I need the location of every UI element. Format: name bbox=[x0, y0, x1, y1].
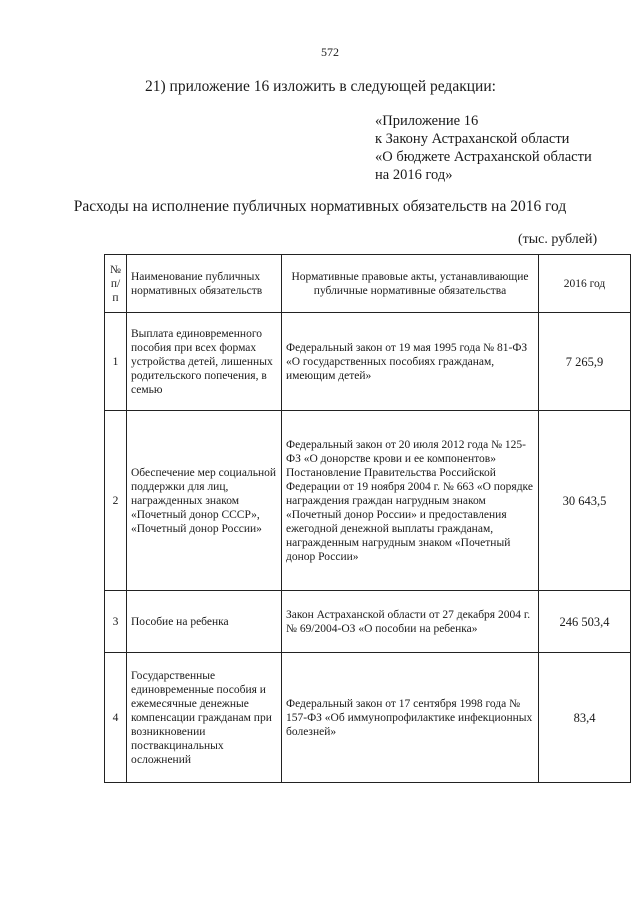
row-acts: Федеральный закон от 17 сентября 1998 года № 157-ФЗ «Об иммунопрофилактике инфекционных болезней» bbox=[282, 653, 539, 783]
table-row bbox=[105, 313, 631, 411]
appendix-line: на 2016 год» bbox=[375, 167, 453, 183]
header-num: № п/п bbox=[105, 255, 127, 313]
row-num: 4 bbox=[105, 653, 127, 783]
row-name: Пособие на ребенка bbox=[127, 591, 282, 653]
appendix-reference bbox=[375, 112, 592, 184]
table-header-row bbox=[105, 255, 631, 313]
row-amount: 246 503,4 bbox=[539, 591, 631, 653]
intro-paragraph: 21) приложение 16 изложить в следующей редакции: bbox=[145, 78, 496, 95]
row-amount: 7 265,9 bbox=[539, 313, 631, 411]
appendix-line: «Приложение 16 bbox=[375, 113, 479, 129]
header-acts: Нормативные правовые акты, устанавливающие публичные нормативные обязательства bbox=[282, 255, 539, 313]
obligations-table bbox=[104, 254, 631, 783]
row-amount: 30 643,5 bbox=[539, 411, 631, 591]
header-year: 2016 год bbox=[539, 255, 631, 313]
table-row bbox=[105, 411, 631, 591]
row-num: 3 bbox=[105, 591, 127, 653]
page-number: 572 bbox=[321, 45, 339, 59]
row-name: Выплата единовременного пособия при всех формах устройства детей, лишенных родительского попечения, в семью bbox=[127, 313, 282, 411]
row-num: 1 bbox=[105, 313, 127, 411]
row-acts: Закон Астраханской области от 27 декабря 2004 г. № 69/2004-ОЗ «О пособии на ребенка» bbox=[282, 591, 539, 653]
row-acts: Федеральный закон от 20 июля 2012 года № 125-ФЗ «О донорстве крови и ее компонентов» Постановление Правительства Российской Федерации от 19 ноября 2004 г. № 663 «О порядке награждения граждан нагрудным знаком «Почетный донор России» и предоставления ежегодной денежной выплаты гражданам, награжденным нагрудным знаком «Почетный донор России» bbox=[282, 411, 539, 591]
document-heading: Расходы на исполнение публичных нормативных обязательств на 2016 год bbox=[73, 198, 567, 215]
row-name: Государственные единовременные пособия и ежемесячные денежные компенсации гражданам при возникновении поствакцинальных осложнений bbox=[127, 653, 282, 783]
row-name: Обеспечение мер социальной поддержки для лиц, награжденных знаком «Почетный донор СССР», «Почетный донор России» bbox=[127, 411, 282, 591]
row-amount: 83,4 bbox=[539, 653, 631, 783]
table-row bbox=[105, 653, 631, 783]
appendix-line: «О бюджете Астраханской области bbox=[375, 149, 592, 165]
row-acts: Федеральный закон от 19 мая 1995 года № 81-ФЗ «О государственных пособиях гражданам, имеющим детей» bbox=[282, 313, 539, 411]
appendix-line: к Закону Астраханской области bbox=[375, 131, 570, 147]
units-label: (тыс. рублей) bbox=[518, 232, 598, 247]
table-row bbox=[105, 591, 631, 653]
row-num: 2 bbox=[105, 411, 127, 591]
header-name: Наименование публичных нормативных обязательств bbox=[127, 255, 282, 313]
